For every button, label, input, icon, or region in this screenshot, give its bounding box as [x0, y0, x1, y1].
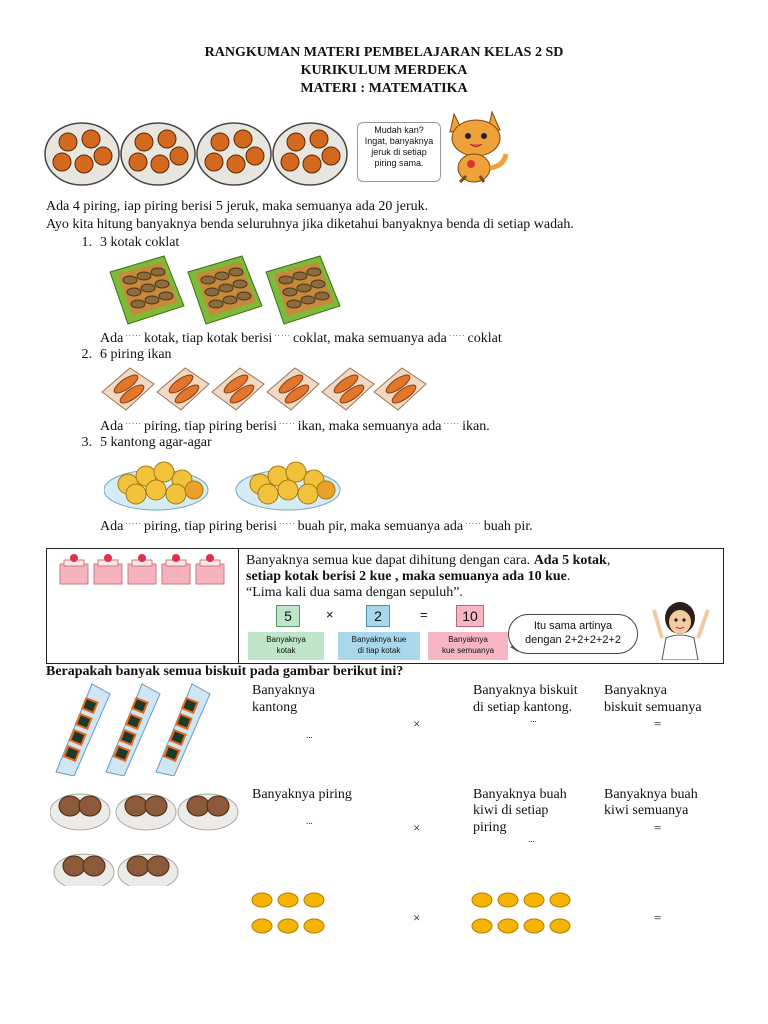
- row1-times: ×: [413, 716, 421, 731]
- equation-box-5: 5: [276, 605, 300, 627]
- list-item-3-sentence: Ada ····· piring, tiap piring berisi ····· buah pir, maka semuanya ada ····· buah pir.: [100, 519, 533, 534]
- row2-col2-header-b: kiwi di setiap: [473, 803, 549, 818]
- example-quote: “Lima kali dua sama dengan sepuluh”.: [246, 585, 463, 600]
- equation-times: ×: [326, 607, 334, 622]
- title-line-1: RANGKUMAN MATERI PEMBELAJARAN KELAS 2 SD: [204, 45, 564, 60]
- row3-equals: =: [654, 910, 662, 925]
- row3-times: ×: [413, 910, 421, 925]
- row2-col2-header-a: Banyaknya buah: [473, 787, 567, 802]
- row1-col2-header-a: Banyaknya biskuit: [473, 683, 578, 698]
- row2-equals: =: [654, 820, 662, 835]
- chocolate-boxes-image: [108, 250, 354, 330]
- example-box-divider: [238, 548, 239, 663]
- bubble-line-3: jeruk di setiap: [371, 147, 427, 157]
- caption-total-cakes: Banyaknya kue semuanya: [428, 632, 508, 660]
- list-item-1-sentence: Ada ····· kotak, tiap kotak berisi ····· coklat, maka semuanya ada ····· coklat: [100, 331, 502, 346]
- list-item-1-title: 1. 3 kotak coklat: [81, 235, 180, 250]
- list-item-2-sentence: Ada ····· piring, tiap piring berisi ····· ikan, maka semuanya ada ····· ikan.: [100, 419, 490, 434]
- row1-blank-1: ...: [306, 730, 313, 740]
- example-text-line-1: Banyaknya semua kue dapat dihitung dengan cara. Ada 5 kotak,: [246, 553, 611, 568]
- row2-blank-1: ...: [306, 816, 313, 826]
- girl-character-image: [646, 598, 716, 660]
- caption-boxes: Banyaknya kotak: [248, 632, 324, 660]
- lemon-group-6-image: [250, 888, 330, 936]
- bubble-line-1: Mudah kan?: [374, 125, 424, 135]
- title-line-3: MATERI : MATEMATIKA: [300, 81, 468, 96]
- kiwi-plates-image: [50, 786, 240, 886]
- row1-col2-header-b: di setiap kantong.: [473, 700, 573, 715]
- equation-box-10: 10: [456, 605, 484, 627]
- speech-bubble: [357, 122, 441, 182]
- intro-sentence-2: Ayo kita hitung banyaknya benda seluruhnya jika diketahui banyaknya benda di setiap wadah.: [46, 217, 574, 232]
- fish-plates-image: [100, 362, 430, 414]
- pear-plates-image: [104, 450, 344, 514]
- row2-col3-header-a: Banyaknya buah: [604, 787, 698, 802]
- row1-col1-header-b: kantong: [252, 700, 298, 715]
- question-heading: Berapakah banyak semua biskuit pada gambar berikut ini?: [46, 664, 404, 679]
- bubble-line-4: piring sama.: [374, 158, 424, 168]
- row2-col1-header: Banyaknya piring: [252, 787, 352, 802]
- row1-blank-2: ...: [530, 714, 537, 724]
- cake-boxes-image: [56, 552, 236, 586]
- row1-equals: =: [654, 716, 662, 731]
- row2-blank-2: ...: [528, 834, 535, 844]
- lemon-group-8-image: [470, 888, 578, 936]
- title-line-2: KURIKULUM MERDEKA: [300, 63, 468, 78]
- cat-character-image: [440, 106, 512, 186]
- biscuit-packs-image: [52, 680, 224, 776]
- example-text-line-2: setiap kotak berisi 2 kue , maka semuanya ada 10 kue.: [246, 569, 571, 584]
- row1-col3-header-a: Banyaknya: [604, 683, 667, 698]
- list-item-2-title: 2. 6 piring ikan: [81, 347, 172, 362]
- equivalence-bubble: Itu sama artinya dengan 2+2+2+2+2: [508, 614, 638, 654]
- equation-box-2: 2: [366, 605, 390, 627]
- bubble-line-2: Ingat, banyaknya: [364, 136, 434, 146]
- row2-col2-header-c: piring: [473, 820, 507, 835]
- row2-times: ×: [413, 820, 421, 835]
- intro-sentence-1: Ada 4 piring, iap piring berisi 5 jeruk, maka semuanya ada 20 jeruk.: [46, 199, 429, 214]
- list-item-3-title: 3. 5 kantong agar-agar: [81, 435, 212, 450]
- row1-col1-header-a: Banyaknya: [252, 683, 315, 698]
- caption-cakes-per-box: Banyaknya kue di tiap kotak: [338, 632, 420, 660]
- row2-col3-header-b: kiwi semuanya: [604, 803, 689, 818]
- row1-col3-header-b: biskuit semuanya: [604, 700, 702, 715]
- orange-plates-image: [44, 118, 354, 190]
- equation-equals: =: [420, 607, 428, 622]
